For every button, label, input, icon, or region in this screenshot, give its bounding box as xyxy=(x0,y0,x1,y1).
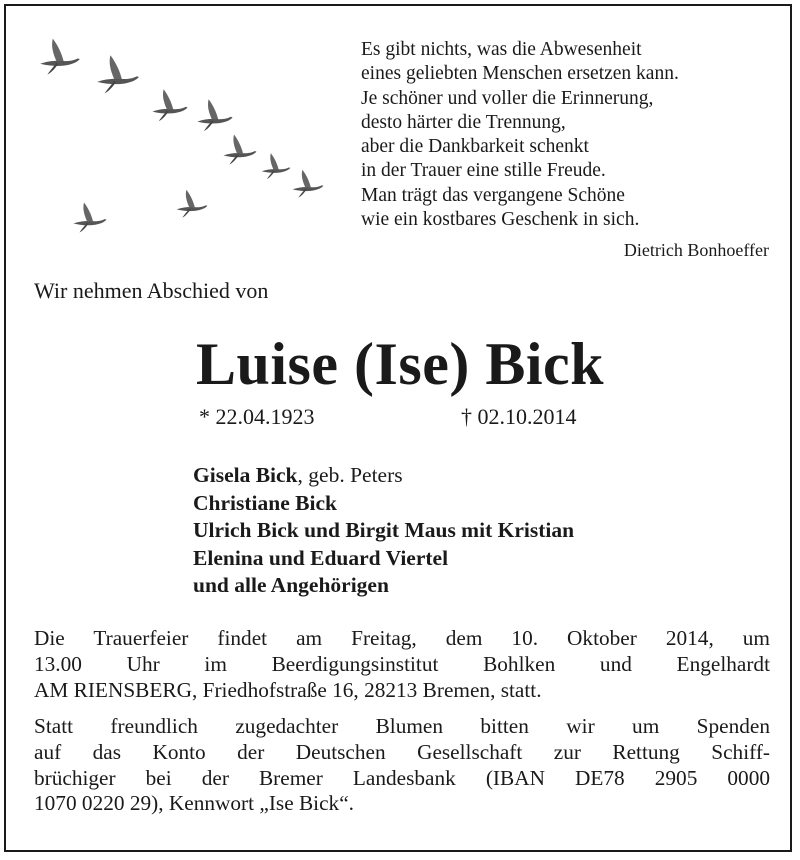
deceased-name: Luise (Ise) Bick xyxy=(195,331,605,397)
donation-info xyxy=(34,714,770,817)
mourner-name: Christiane Bick xyxy=(193,490,337,515)
goose-7 xyxy=(293,170,324,198)
quote-line: eines geliebten Menschen ersetzen kann. xyxy=(361,63,679,85)
donation-line: 1070 0220 29), Kennwort „Ise Bick“. xyxy=(34,791,354,816)
quote-line: aber die Dankbarkeit schenkt xyxy=(361,136,589,158)
quote-line: Je schöner und voller die Erinnerung, xyxy=(361,87,654,109)
goose-2 xyxy=(97,55,139,93)
goose-5 xyxy=(224,135,257,165)
goose-8 xyxy=(177,190,208,218)
mourner-name: Ulrich Bick und Birgit Maus mit Kristian xyxy=(193,518,575,542)
funeral-line: AM RIENSBERG, Friedhofstraße 16, 28213 Bremen, statt. xyxy=(34,677,542,702)
donation-line: auf das Konto der Deutschen Gesellschaft zur Rettung Schiff- xyxy=(34,739,770,764)
donation-line: Statt freundlich zugedachter Blumen bitten wir um Spenden xyxy=(34,714,770,738)
goose-9 xyxy=(74,203,107,233)
mourner-row xyxy=(193,462,574,490)
farewell-intro: Wir nehmen Abschied von xyxy=(34,278,269,303)
donation-line: brüchiger bei der Bremer Landesbank (IBAN DE78 2905 0000 xyxy=(34,765,770,790)
bonhoeffer-quote xyxy=(361,38,771,232)
goose-4 xyxy=(197,99,232,131)
funeral-line: 13.00 Uhr im Beerdigungsinstitut Bohlken und Engelhardt xyxy=(34,651,770,676)
quote-author: Dietrich Bonhoeffer xyxy=(623,240,769,260)
quote-line: in der Trauer eine stille Freude. xyxy=(361,160,606,182)
goose-1 xyxy=(40,39,80,75)
goose-3 xyxy=(152,89,187,121)
mourners-list xyxy=(193,462,574,600)
quote-line: desto härter die Trennung, xyxy=(361,111,566,133)
birth-date: * 22.04.1923 xyxy=(199,404,315,429)
mourner-name: Elenina und Eduard Viertel xyxy=(193,545,449,570)
quote-line: Es gibt nichts, was die Abwesenheit xyxy=(361,39,642,60)
funeral-line: Die Trauerfeier findet am Freitag, dem 10. Oktober 2014, um xyxy=(34,626,770,650)
quote-line: Man trägt das vergangene Schöne xyxy=(361,184,625,206)
funeral-info xyxy=(34,626,770,703)
mourner-row xyxy=(193,572,574,600)
mourner-row xyxy=(193,490,574,518)
mourner-suffix: , geb. Peters xyxy=(297,463,403,487)
goose-6 xyxy=(262,153,291,179)
quote-line: wie ein kostbares Geschenk in sich. xyxy=(361,209,640,231)
mourner-row xyxy=(193,517,574,545)
mourner-name: Gisela Bick xyxy=(193,463,298,487)
death-date: † 02.10.2014 xyxy=(461,404,577,429)
flying-geese-illustration xyxy=(30,30,340,240)
mourner-row xyxy=(193,545,574,573)
mourner-name: und alle Angehörigen xyxy=(193,573,389,597)
